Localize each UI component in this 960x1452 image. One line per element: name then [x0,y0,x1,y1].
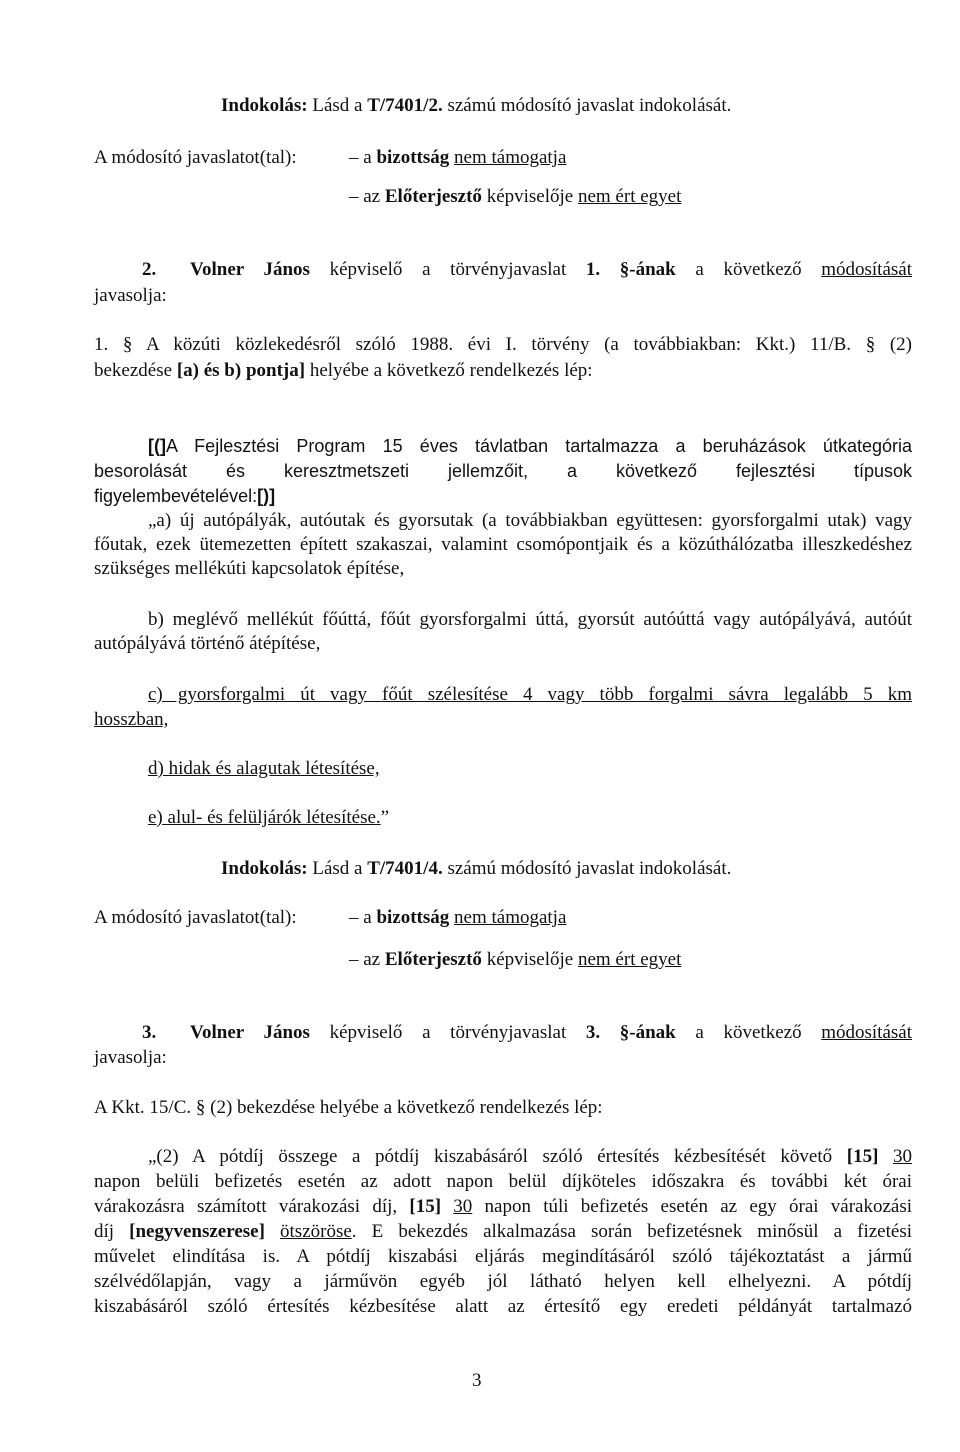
text [878,1146,893,1167]
doc-ref: T/7401/2. [367,95,443,116]
presenter: Előterjesztő [384,186,482,207]
text: – az [349,186,385,207]
inserted-text: d) hidak és alagutak létesítése, [148,758,380,779]
text: helyébe a következő rendelkezés lép: [305,360,593,381]
text: számú módosító javaslat indokolását. [442,858,732,879]
section-ref: 1. §-ának [585,259,676,280]
quote3-line6: szélvédőlapján, vagy a járművön egyéb jól látható helyen kell elhelyezni. A pótdíj [94,1271,912,1292]
point-c-line1 [94,683,912,707]
indokolas-1 [221,94,731,118]
text: várakozásra számított várakozási díj, [94,1196,410,1217]
text: A Fejlesztési Program 15 éves távlatban tartalmazza a beruházások útkategória [165,436,912,456]
author: Volner János [190,259,310,280]
text: képviselő a törvényjavaslat [309,1022,586,1043]
deleted-text: [negyvenszerese] [129,1221,265,1242]
text: képviselője [481,949,578,970]
text: napon túli befizetés esetén az egy órai várakozási [472,1196,913,1217]
text: – az [349,949,385,970]
quote-line3 [94,484,275,508]
text: Lásd a [307,858,368,879]
quote3-line4 [94,1220,912,1244]
inserted-text: 30 [453,1196,473,1217]
opinion: nem ért egyet [577,186,682,207]
text [441,1196,453,1217]
deleted-text: [15] [846,1146,879,1167]
deleted-text: [a) és b) pontja] [176,360,306,381]
quote3-line3 [94,1195,912,1219]
quote3-line1 [94,1145,912,1169]
text: „(2) A pótdíj összege a pótdíj kiszabásáról szóló értesítés kézbesítését követő [148,1146,847,1167]
inserted-text: ötszöröse [280,1221,352,1242]
text: képviselő a törvényjavaslat [309,259,586,280]
text: módosítását [821,259,913,280]
point-d [148,757,380,781]
inserted-text: e) alul- és felüljárók létesítése. [148,807,381,828]
inserted-text: hosszban, [94,709,169,730]
text: figyelembevételével: [94,486,258,506]
quote3-line2: napon belüli befizetés esetén az adott napon belül díjköteles időszakra és további két órai [94,1171,912,1192]
presenter-opinion-1 [349,185,681,209]
point-c-line2 [94,708,168,732]
point-e [148,806,389,830]
page-number: 3 [472,1370,482,1391]
modosito-label-2: A módosító javaslatot(tal): [94,907,297,928]
doc-ref: T/7401/4. [367,858,443,879]
text [265,1221,280,1242]
item2-p1-line2 [94,359,593,383]
item-number: 2. [142,259,157,280]
text: . E bekezdés alkalmazása során befizetésnek minősül a fizetési [351,1221,913,1242]
quote3-line7: kiszabásáról szóló értesítés kézbesítése alatt az értesítő egy eredeti példányát tartalmazó [94,1296,912,1317]
opinion: nem ért egyet [577,949,682,970]
item2-p1-line1: 1. § A közúti közlekedésről szóló 1988. évi I. törvény (a továbbiakban: Kkt.) 11/B. § (2) [94,334,912,355]
quote-close: ” [380,807,390,828]
presenter: Előterjesztő [384,949,482,970]
presenter-opinion-2 [349,948,681,972]
deleted-text: [(] [148,436,166,456]
author: Volner János [190,1022,310,1043]
deleted-text: [15] [409,1196,442,1217]
section-ref: 3. §-ának [585,1022,676,1043]
text: díj [94,1221,130,1242]
item2-heading [94,258,912,282]
opinion: nem támogatja [454,147,567,168]
item3-kkt: A Kkt. 15/C. § (2) bekezdése helyébe a következő rendelkezés lép: [94,1097,603,1118]
text: bekezdése [94,360,177,381]
indokolas-2 [221,857,731,881]
point-b: b) meglévő mellékút főúttá, főút gyorsforgalmi úttá, gyorsút autóúttá vagy autópályává, autóút autópályává történő átépítése, [94,609,912,654]
item3-heading [94,1021,912,1045]
quote-line1 [94,434,912,458]
committee: bizottság [376,147,450,168]
committee: bizottság [376,907,450,928]
text: képviselője [481,186,578,207]
inserted-text: c) gyorsforgalmi út vagy főút szélesítése 4 vagy több forgalmi sávra legalább 5 km [148,684,912,705]
text: a következő [675,1022,822,1043]
opinion: nem támogatja [454,907,567,928]
committee-opinion-2 [349,906,566,930]
text: számú módosító javaslat indokolását. [442,95,732,116]
text: a következő [675,259,822,280]
quote-line2: besorolását és keresztmetszeti jellemzőit, a következő fejlesztési típusok [94,461,912,481]
text: – a [349,147,377,168]
text: Lásd a [307,95,368,116]
quote3-line5: művelet elindítása is. A pótdíj kiszabási eljárás megindításáról szóló tájékoztatást a jármű [94,1246,912,1267]
text: – a [349,907,377,928]
modosito-label-1: A módosító javaslatot(tal): [94,147,297,168]
text: módosítását [821,1022,913,1043]
deleted-text: [)] [257,486,276,506]
item2-javasolja: javasolja: [94,285,167,306]
indokolas-label: Indokolás: [221,858,308,879]
item3-javasolja: javasolja: [94,1047,167,1068]
committee-opinion-1 [349,146,566,170]
item-number: 3. [142,1022,157,1043]
point-a: „a) új autópályák, autóutak és gyorsutak (a továbbiakban együttesen: gyorsforgalmi utak) vagy főutak, ezek ütemezetten épített szakaszai, valamint csomópontjaik és a közúthálózatba illeszkedéshez szükséges mellékúti kapcsolatok építése, [94,510,912,579]
inserted-text: 30 [893,1146,913,1167]
indokolas-label: Indokolás: [221,95,308,116]
